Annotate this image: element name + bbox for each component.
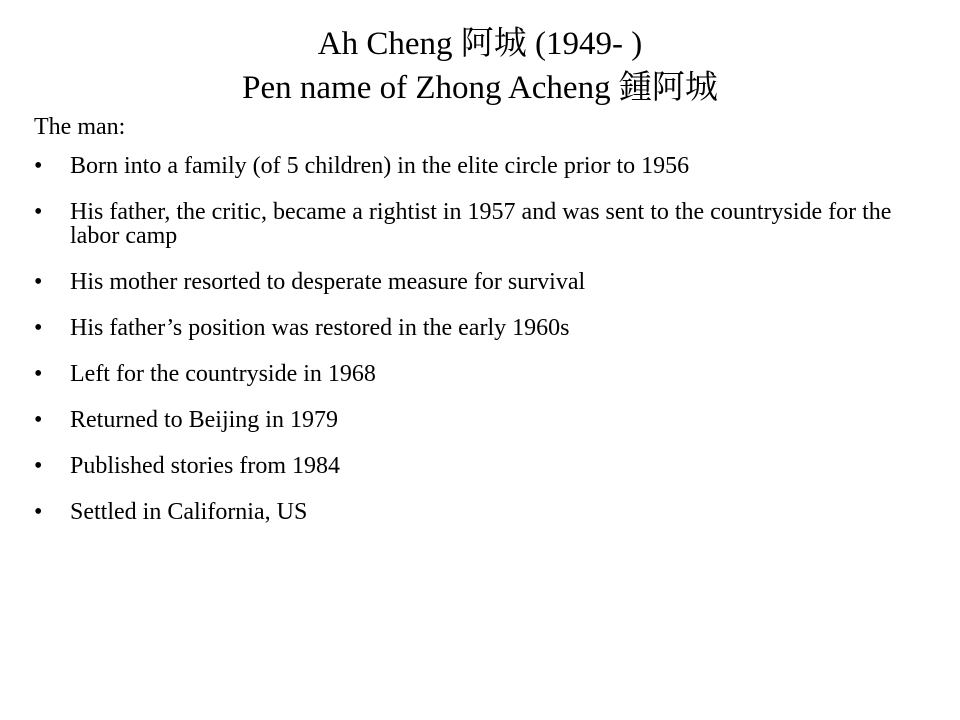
- bullet-item: [34, 362, 934, 386]
- bullet-text: His father’s position was restored in the early 1960s: [70, 315, 570, 341]
- title-line-pen-name: Pen name of Zhong Acheng 鍾阿城: [242, 70, 718, 106]
- bullet-icon: •: [34, 153, 43, 179]
- bullet-item: [34, 408, 934, 432]
- bullet-icon: •: [34, 361, 43, 387]
- bullet-text: His mother resorted to desperate measure for survival: [70, 269, 586, 295]
- bullet-text: His father, the critic, became a rightist in 1957 and was sent to the countryside for the labor camp: [70, 199, 892, 249]
- bullet-item: [34, 270, 934, 294]
- intro-heading: The man:: [34, 114, 126, 140]
- slide-title: [0, 22, 960, 110]
- bullet-icon: •: [34, 407, 43, 433]
- bullet-text: Left for the countryside in 1968: [70, 361, 376, 387]
- bullet-text: Published stories from 1984: [70, 453, 340, 479]
- bullet-text: Settled in California, US: [70, 499, 308, 525]
- bullet-item: [34, 200, 934, 248]
- bullet-item: [34, 454, 934, 478]
- bullet-list: [34, 154, 934, 524]
- bullet-icon: •: [34, 315, 43, 341]
- bullet-text: Born into a family (of 5 children) in the elite circle prior to 1956: [70, 153, 690, 179]
- bullet-icon: •: [34, 453, 43, 479]
- bullet-item: [34, 316, 934, 340]
- bullet-text: Returned to Beijing in 1979: [70, 407, 338, 433]
- bullet-icon: •: [34, 269, 43, 295]
- bullet-icon: •: [34, 499, 43, 525]
- bullet-icon: •: [34, 199, 43, 225]
- slide-body: [34, 112, 934, 546]
- bullet-item: [34, 500, 934, 524]
- bullet-item: [34, 154, 934, 178]
- title-line-main: Ah Cheng 阿城 (1949- ): [317, 26, 643, 62]
